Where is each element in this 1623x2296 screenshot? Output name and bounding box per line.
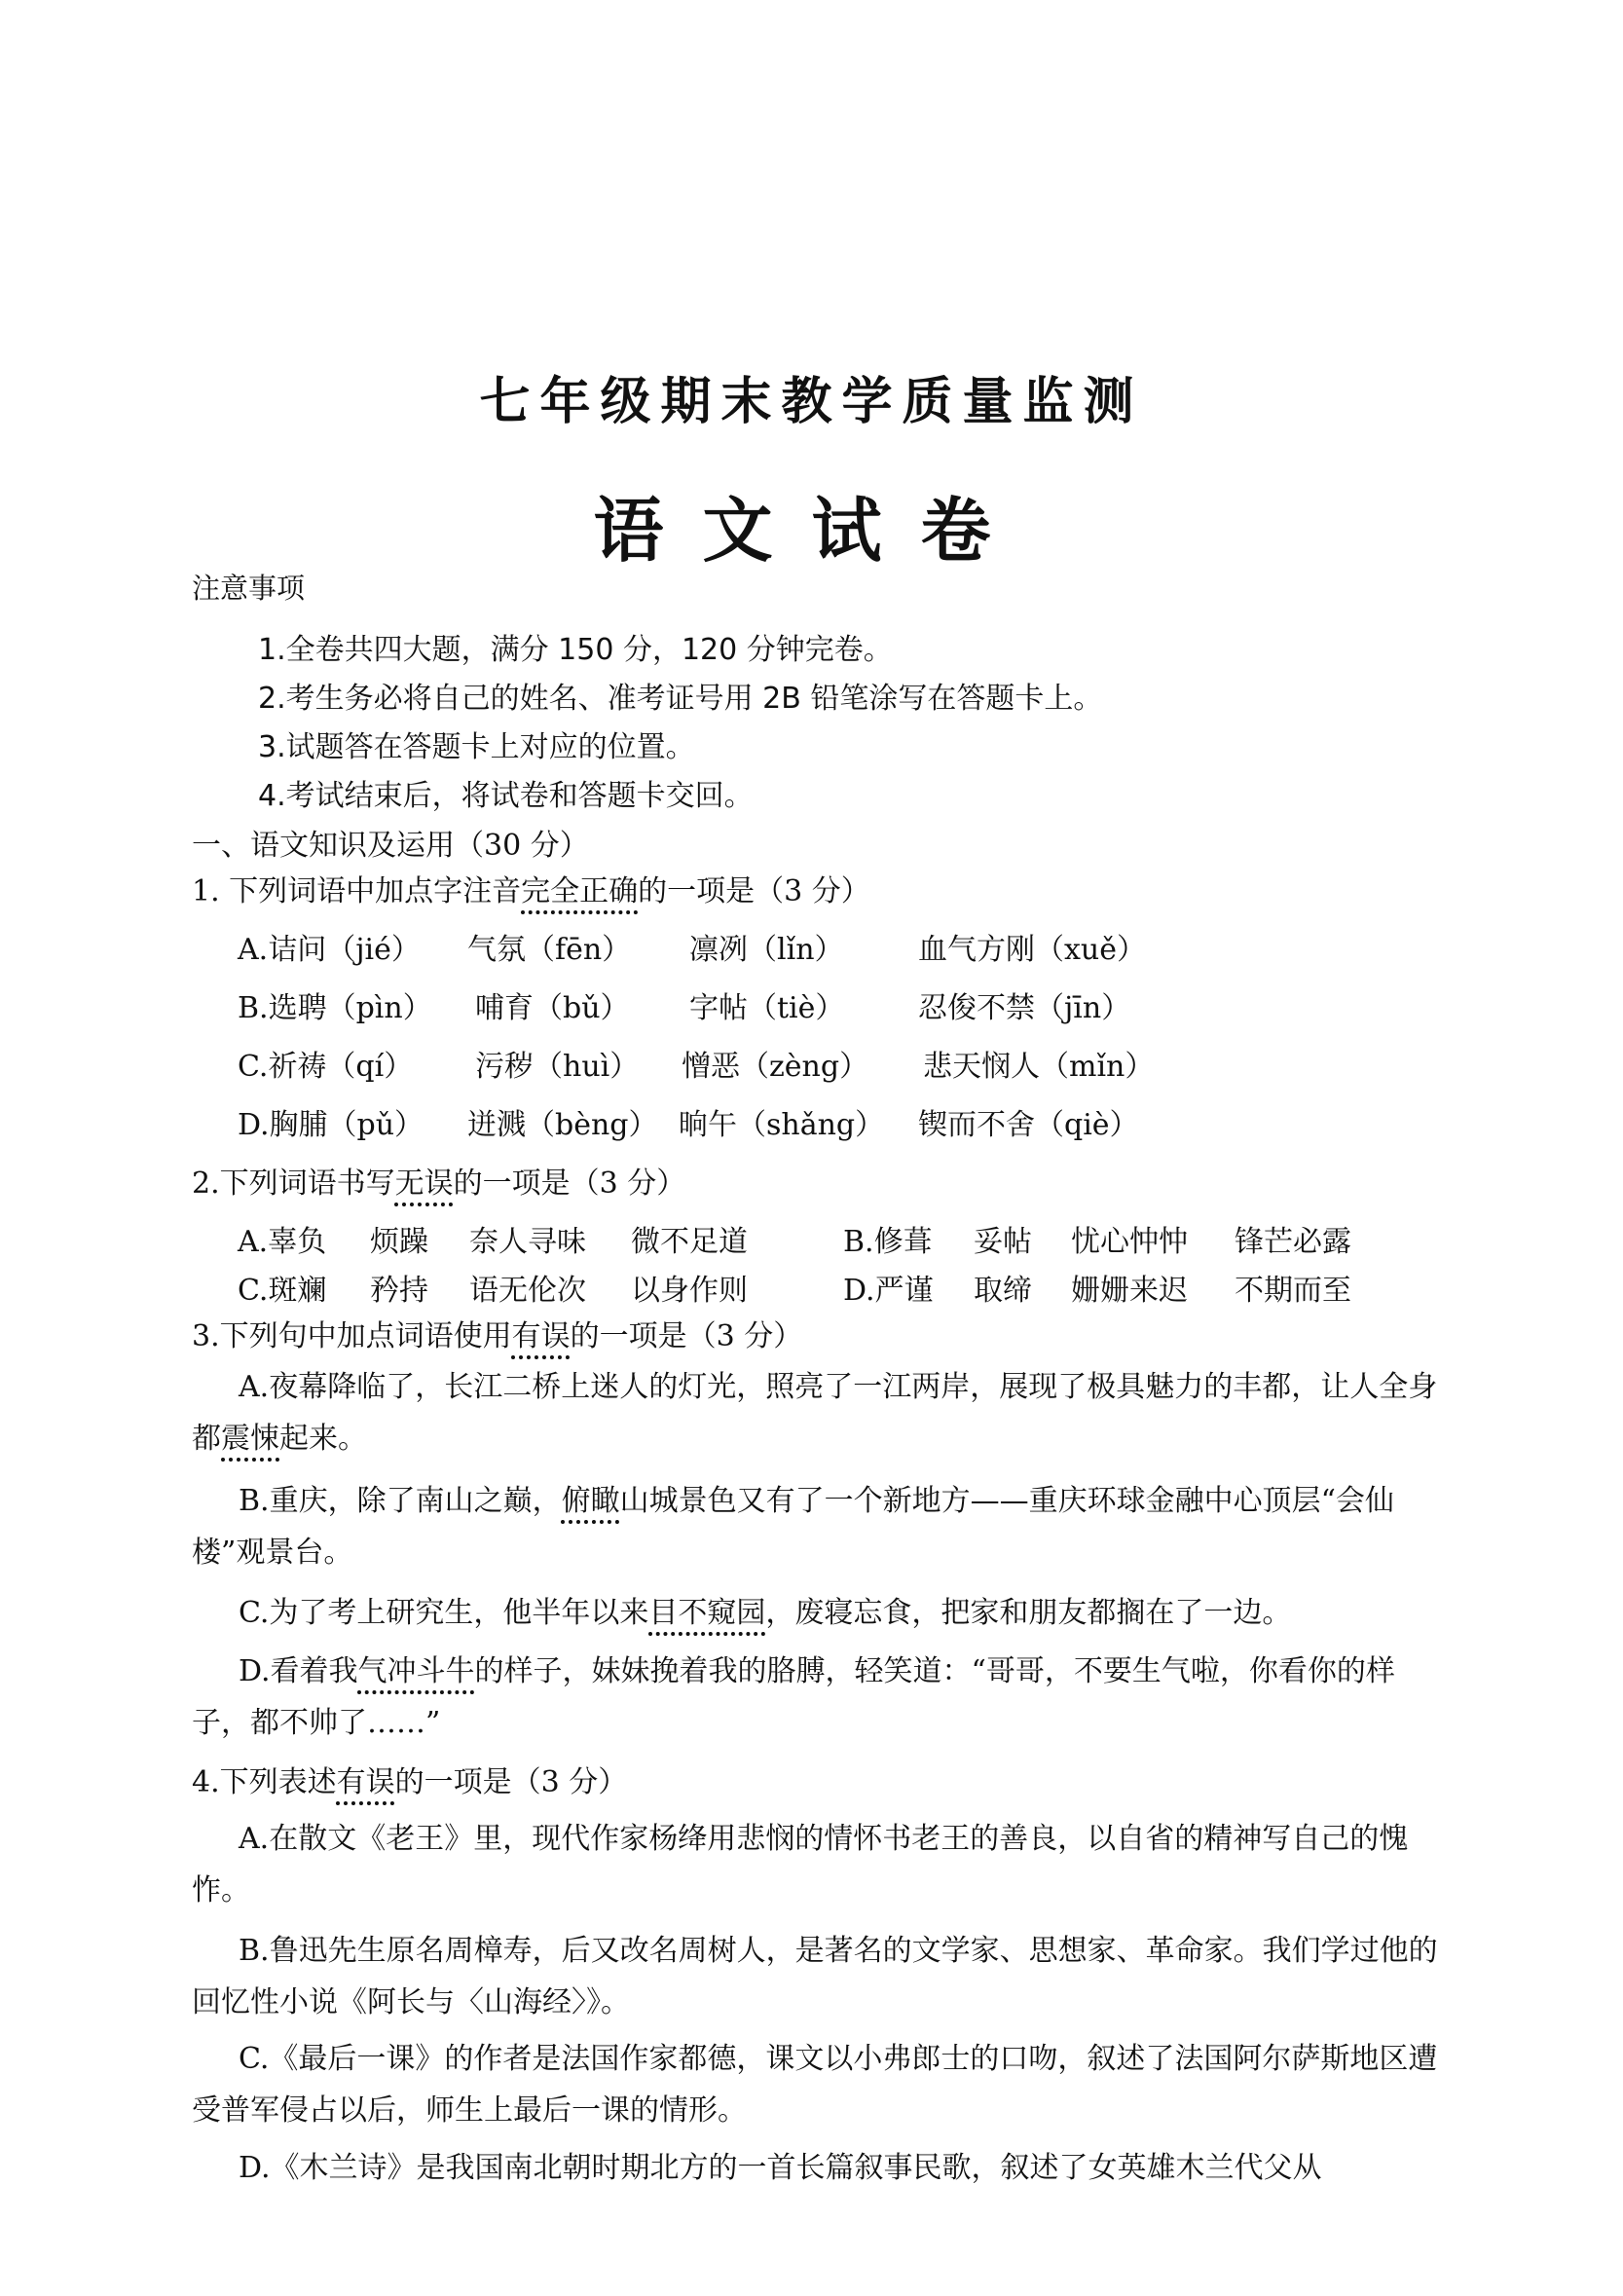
emphasis-dots: 有误: [511, 1319, 571, 1353]
q1-option: 污秽（huì）: [475, 1050, 640, 1084]
notes-heading: 注意事项: [192, 572, 306, 605]
emphasis-dots: 震悚: [221, 1422, 279, 1456]
exam-subtitle: 语文试卷: [593, 490, 1030, 572]
q2-word: 语无伦次: [469, 1274, 586, 1308]
q1-option: 迸溅（bèng）: [467, 1108, 658, 1142]
emphasis-dots: 气冲斗牛: [357, 1654, 475, 1688]
q3-option-c: C.为了考上研究生，他半年以来目不窥园，废寝忘食，把家和朋友都搁在了一边。: [239, 1596, 1292, 1630]
q2-word: 矜持: [370, 1274, 428, 1308]
q1-option: 哺育（bǔ）: [475, 991, 630, 1025]
question-1-stem: 1. 下列词语中加点字注音完全正确的一项是（3 分）: [192, 874, 870, 908]
q1-option: B.选聘（pìn）: [238, 991, 432, 1025]
q2-word: 烦躁: [370, 1225, 428, 1259]
q2-word: 微不足道: [631, 1225, 748, 1259]
q1-option: 气氛（fēn）: [467, 933, 632, 967]
q1-option: 凛冽（lǐn）: [689, 933, 844, 967]
q1-option: 血气方刚（xuě）: [918, 933, 1146, 967]
note-item: 2.考生务必将自己的姓名、准考证号用 2B 铅笔涂写在答题卡上。: [258, 682, 1103, 716]
question-3-stem: 3.下列句中加点词语使用有误的一项是（3 分）: [192, 1319, 803, 1353]
q1-option: 憎恶（zèng）: [682, 1050, 869, 1084]
q1-option: 晌午（shǎng）: [679, 1108, 885, 1142]
exam-title: 七年级期末教学质量监测: [479, 373, 1144, 431]
q3-option-d: D.看着我气冲斗牛的样子，妹妹挽着我的胳膊，轻笑道：“哥哥，不要生气啦，你看你的样子，都不帅了……”: [192, 1654, 1395, 1740]
q2-word: 不期而至: [1235, 1274, 1351, 1308]
q1-option: D.胸脯（pǔ）: [238, 1108, 424, 1142]
q1-option: C.祈祷（qí）: [238, 1050, 414, 1084]
q2-word: A.辜负: [238, 1225, 327, 1259]
q1-option: 悲天悯人（mǐn）: [923, 1050, 1155, 1084]
q2-word: 以身作则: [631, 1274, 748, 1308]
q2-word: 忧心忡忡: [1071, 1225, 1188, 1259]
q4-option-d: D.《木兰诗》是我国南北朝时期北方的一首长篇叙事民歌，叙述了女英雄木兰代父从: [239, 2151, 1322, 2185]
q2-word: D.严谨: [843, 1274, 934, 1308]
q2-word: 姗姗来迟: [1071, 1274, 1188, 1308]
q2-word: B.修葺: [843, 1225, 933, 1259]
q2-word: 妥帖: [974, 1225, 1032, 1259]
note-item: 3.试题答在答题卡上对应的位置。: [258, 730, 695, 764]
q4-option-a: A.在散文《老王》里，现代作家杨绛用悲悯的情怀书老王的善良，以自省的精神写自己的愧怍。: [192, 1822, 1409, 1907]
emphasis-dots: 有误: [336, 1765, 395, 1799]
q2-word: 奈人寻味: [469, 1225, 586, 1259]
question-4-stem: 4.下列表述有误的一项是（3 分）: [192, 1765, 628, 1799]
q2-word: 锋芒必露: [1235, 1225, 1351, 1259]
q4-option-b: B.鲁迅先生原名周樟寿，后又改名周树人，是著名的文学家、思想家、革命家。我们学过他的回忆性小说《阿长与〈山海经〉》。: [192, 1934, 1438, 2019]
emphasis-dots: 目不窥园: [648, 1596, 766, 1630]
q2-word: C.斑斓: [238, 1274, 327, 1308]
q2-word: 取缔: [974, 1274, 1032, 1308]
q1-option: A.诘问（jié）: [238, 933, 421, 967]
emphasis-dots: 俯瞰: [561, 1484, 620, 1518]
q1-option: 字帖（tiè）: [689, 991, 845, 1025]
emphasis-dots: 完全正确: [521, 874, 639, 908]
q4-option-c: C.《最后一课》的作者是法国作家都德，课文以小弗郎士的口吻，叙述了法国阿尔萨斯地区遭受普军侵占以后，师生上最后一课的情形。: [192, 2042, 1438, 2128]
emphasis-dots: 无误: [394, 1167, 454, 1201]
q3-option-a: A.夜幕降临了，长江二桥上迷人的灯光，照亮了一江两岸，展现了极具魅力的丰都，让人全身都震悚起来。: [192, 1370, 1438, 1456]
question-2-stem: 2.下列词语书写无误的一项是（3 分）: [192, 1167, 686, 1201]
section-heading: 一、语文知识及运用（30 分）: [192, 829, 589, 863]
note-item: 4.考试结束后，将试卷和答题卡交回。: [258, 779, 754, 813]
q1-option: 锲而不舍（qiè）: [918, 1108, 1139, 1142]
note-item: 1.全卷共四大题，满分 150 分，120 分钟完卷。: [258, 633, 893, 667]
q3-option-b: B.重庆，除了南山之巅，俯瞰山城景色又有了一个新地方——重庆环球金融中心顶层“会仙楼”观景台。: [192, 1484, 1394, 1570]
q1-option: 忍俊不禁（jīn）: [918, 991, 1131, 1025]
